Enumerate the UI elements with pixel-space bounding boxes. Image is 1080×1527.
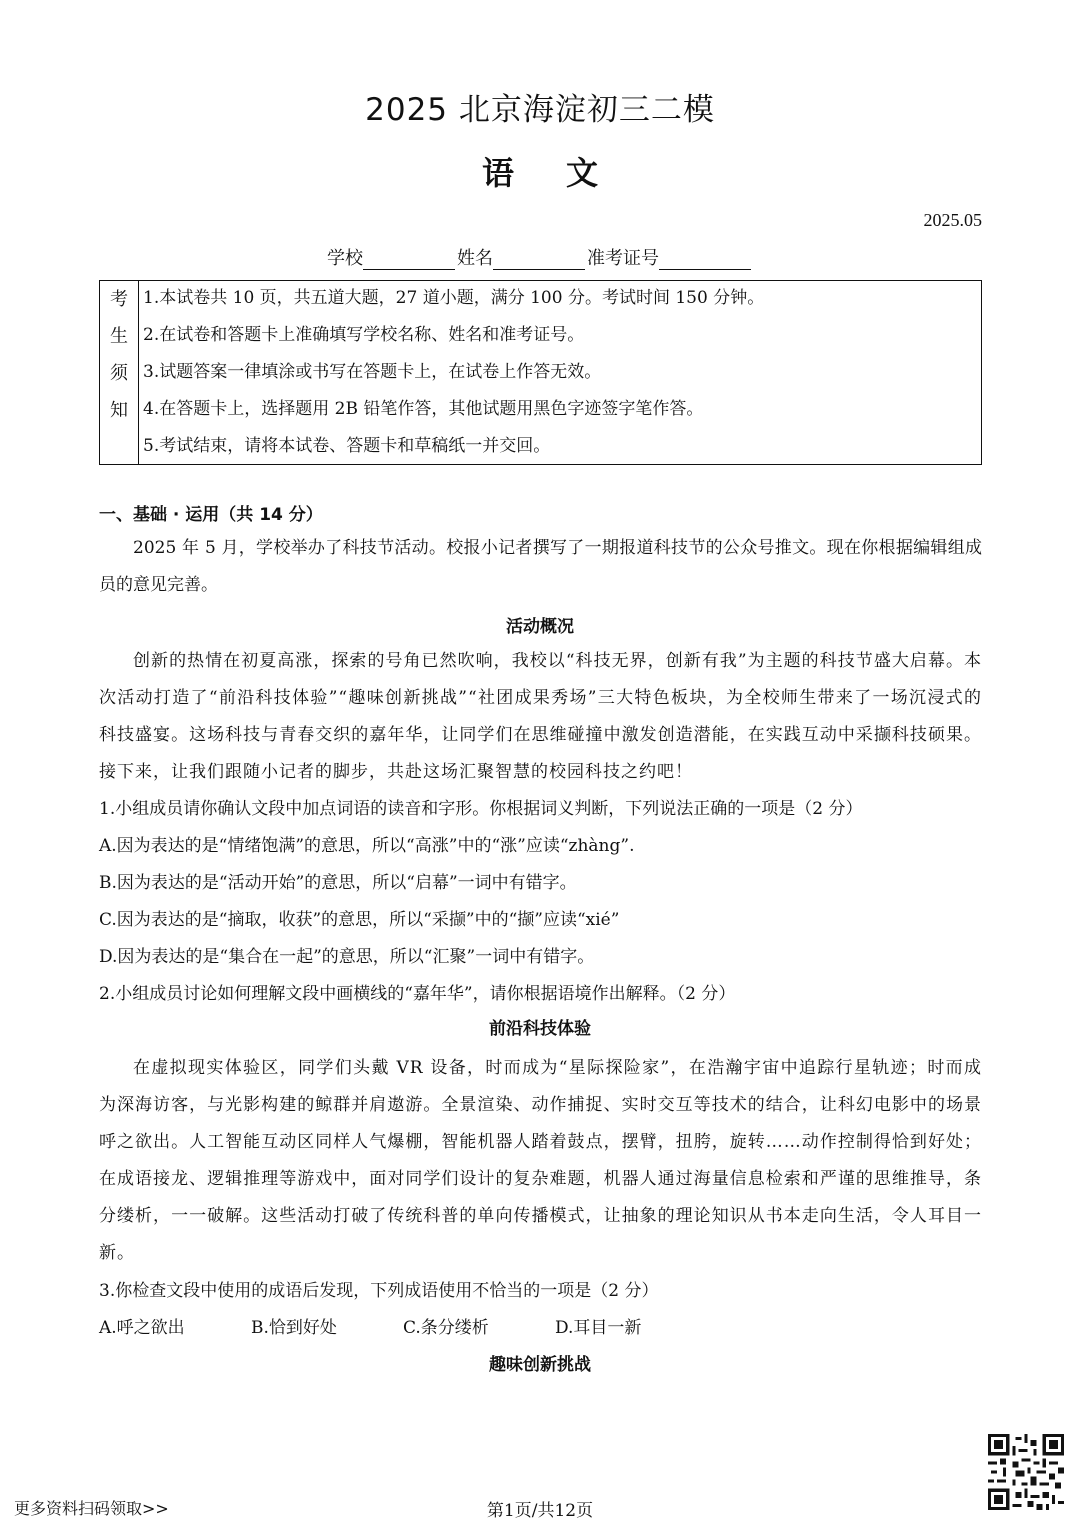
notice-side-label <box>100 281 139 464</box>
notice-side-char: 生 <box>110 326 128 347</box>
q3-option-c: C.条分缕析 <box>403 1318 489 1338</box>
q3-option-a: A.呼之欲出 <box>99 1318 185 1338</box>
notice-item: 2.在试卷和答题卡上准确填写学校名称、姓名和准考证号。 <box>143 325 585 345</box>
question-3: 3.你检查文段中使用的成语后发现，下列成语使用不恰当的一项是（2 分） <box>99 1281 659 1301</box>
notice-side-char: 考 <box>110 289 128 310</box>
q3-option-b: B.恰到好处 <box>251 1318 337 1338</box>
name-blank[interactable] <box>493 251 585 270</box>
subheading-frontier: 前沿科技体验 <box>489 1019 591 1039</box>
school-blank[interactable] <box>363 251 455 270</box>
passage-frontier: 在虚拟现实体验区，同学们头戴 VR 设备，时而成为“星际探险家”，在浩瀚宇宙中追踪行星轨迹；时而成为深海访客，与光影构建的鲸群并肩遨游。全景渲染、动作捕捉、实时交互等技术的结合，让科幻电影中的场景呼之欲出。人工智能互动区同样人气爆棚，智能机器人踏着鼓点，摆臂，扭胯，旋转……动作控制得恰到好处；在成语接龙、逻辑推理等游戏中，面对同学们设计的复杂难题，机器人通过海量信息检索和严谨的思维推导，条分缕析，一一破解。这些活动打破了传统科普的单向传播模式，让抽象的理论知识从书本走向生活，令人耳目一新。 <box>99 1058 982 1263</box>
school-label: 学校 <box>327 248 363 269</box>
section-heading: 一、基础 · 运用（共 14 分） <box>99 505 323 525</box>
subheading-overview: 活动概况 <box>506 617 574 637</box>
page-number: 第1页/共12页 <box>486 1501 594 1521</box>
notice-side-char: 知 <box>110 400 128 421</box>
subject-char-2: 文 <box>566 154 599 192</box>
notice-items <box>139 281 981 464</box>
notice-item: 1.本试卷共 10 页，共五道大题，27 道小题，满分 100 分。考试时间 150 分钟。 <box>143 288 765 308</box>
notice-side-char: 须 <box>110 363 128 384</box>
q1-option-d: D.因为表达的是“集合在一起”的意思，所以“汇聚”一词中有错字。 <box>99 947 595 967</box>
id-blank[interactable] <box>659 251 751 270</box>
notice-item: 3.试题答案一律填涂或书写在答题卡上，在试卷上作答无效。 <box>143 362 602 382</box>
notice-item: 4.在答题卡上，选择题用 2B 铅笔作答，其他试题用黑色字迹签字笔作答。 <box>143 399 704 419</box>
section-intro: 2025 年 5 月，学校举办了科技节活动。校报小记者撰写了一期报道科技节的公众号推文。现在你根据编辑组成员的意见完善。 <box>99 538 982 595</box>
q1-option-a: A.因为表达的是“情绪饱满”的意思，所以“高涨”中的“涨”应读“zhàng”. <box>99 836 635 856</box>
candidate-info-fields <box>0 244 1080 270</box>
name-label: 姓名 <box>457 248 493 269</box>
q3-option-d: D.耳目一新 <box>555 1318 642 1338</box>
id-label: 准考证号 <box>587 248 659 269</box>
exam-date: 2025.05 <box>923 210 982 230</box>
question-2: 2.小组成员讨论如何理解文段中画横线的“嘉年华”，请你根据语境作出解释。（2 分） <box>99 984 736 1004</box>
page-title: 2025 北京海淀初三二模 <box>365 92 715 128</box>
passage-overview: 创新的热情在初夏高涨，探索的号角已然吹响，我校以“科技无界，创新有我”为主题的科技节盛大启幕。本次活动打造了“前沿科技体验”“趣味创新挑战”“社团成果秀场”三大特色板块，为全校师生带来了一场沉浸式的科技盛宴。这场科技与青春交织的嘉年华，让同学们在思维碰撞中激发创造潜能，在实践互动中采撷科技硕果。接下来，让我们跟随小记者的脚步，共赴这场汇聚智慧的校园科技之约吧！ <box>99 651 982 782</box>
more-resources-link[interactable]: 更多资料扫码领取>> <box>14 1499 169 1518</box>
q1-option-b: B.因为表达的是“活动开始”的意思，所以“启幕”一词中有错字。 <box>99 873 577 893</box>
question-1: 1.小组成员请你确认文段中加点词语的读音和字形。你根据词义判断，下列说法正确的一项是（2 分） <box>99 799 863 819</box>
qr-code-icon[interactable] <box>988 1434 1064 1510</box>
subject-title <box>0 148 1080 194</box>
notice-item: 5.考试结束，请将本试卷、答题卡和草稿纸一并交回。 <box>143 436 551 456</box>
q1-option-c: C.因为表达的是“摘取，收获”的意思，所以“采撷”中的“撷”应读“xié” <box>99 910 620 930</box>
subheading-challenge: 趣味创新挑战 <box>489 1355 591 1375</box>
candidate-notice-box <box>99 280 982 465</box>
q3-options <box>99 1310 707 1347</box>
subject-char-1: 语 <box>481 154 514 192</box>
